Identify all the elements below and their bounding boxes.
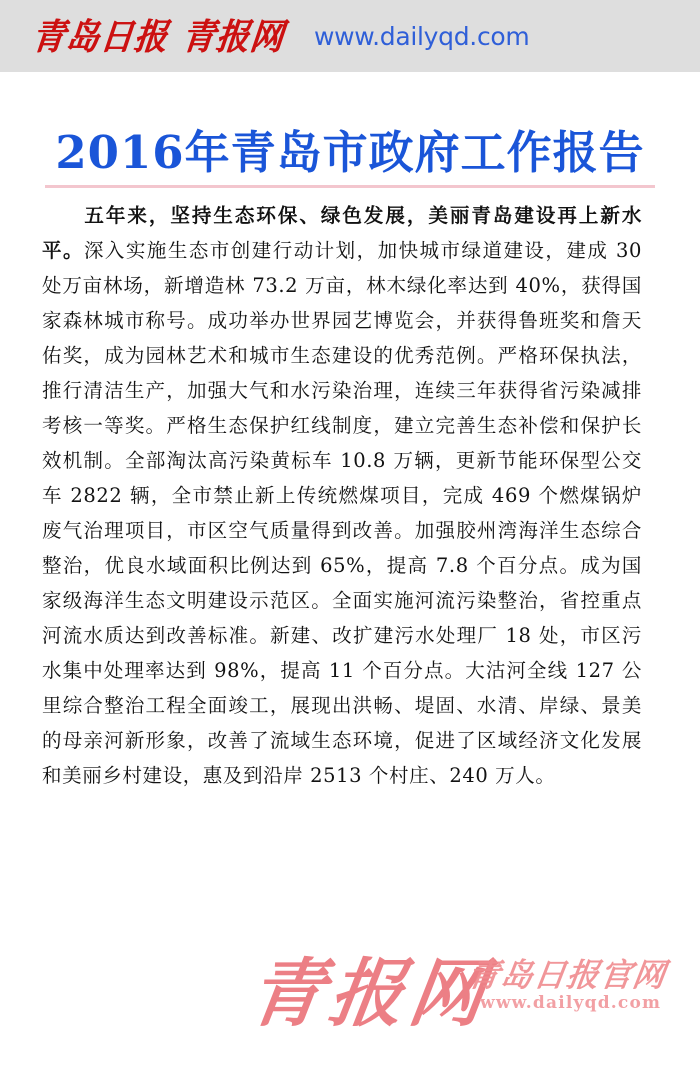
watermark-url: www.dailyqd.com xyxy=(480,993,662,1013)
article-body xyxy=(42,198,642,793)
title-divider xyxy=(45,185,655,188)
watermark-brand-small: 青岛日报官网 xyxy=(465,956,669,994)
logo-text-secondary: 青报网 xyxy=(179,14,287,58)
site-header xyxy=(0,0,700,72)
watermark-brand-large: 青报网 xyxy=(243,951,496,1037)
logo-text-primary: 青岛日报 xyxy=(29,14,171,58)
page-title: 2016年青岛市政府工作报告 xyxy=(55,126,645,180)
lead-sentence: 五年来，坚持生态环保、绿色发展，美丽青岛建设再上新水平。 xyxy=(42,204,642,262)
footer-watermark xyxy=(243,951,685,1065)
site-logo[interactable] xyxy=(29,14,287,58)
body-text: 深入实施生态市创建行动计划，加快城市绿道建设，建成 30 处万亩林场，新增造林 73.2 万亩，林木绿化率达到 40%，获得国家森林城市称号。成功举办世界园艺博览会，并获得鲁班奖和詹天佑奖，成为园林艺术和城市生态建设的优秀范例。严格环保执法，推行清洁生产，加强大气和水污染治理，连续三年获得省污染减排考核一等奖。严格生态保护红线制度，建立完善生态补偿和保护长效机制。全部淘汰高污染黄标车 10.8 万辆，更新节能环保型公交车 2822 辆，全市禁止新上传统燃煤项目，完成 469 个燃煤锅炉废气治理项目，市区空气质量得到改善。加强胶州湾海洋生态综合整治，优良水域面积比例达到 65%，提高 7.8 个百分点。成为国家级海洋生态文明建设示范区。全面实施河流污染整治，省控重点河流水质达到改善标准。新建、改扩建污水处理厂 18 处，市区污水集中处理率达到 98%，提高 11 个百分点。大沽河全线 127 公里综合整治工程全面竣工，展现出洪畅、堤固、水清、岸绿、景美的母亲河新形象，改善了流域生态环境，促进了区域经济文化发展和美丽乡村建设，惠及到沿岸 2513 个村庄、240 万人。 xyxy=(42,239,643,787)
site-url-link[interactable]: www.dailyqd.com xyxy=(314,21,530,51)
